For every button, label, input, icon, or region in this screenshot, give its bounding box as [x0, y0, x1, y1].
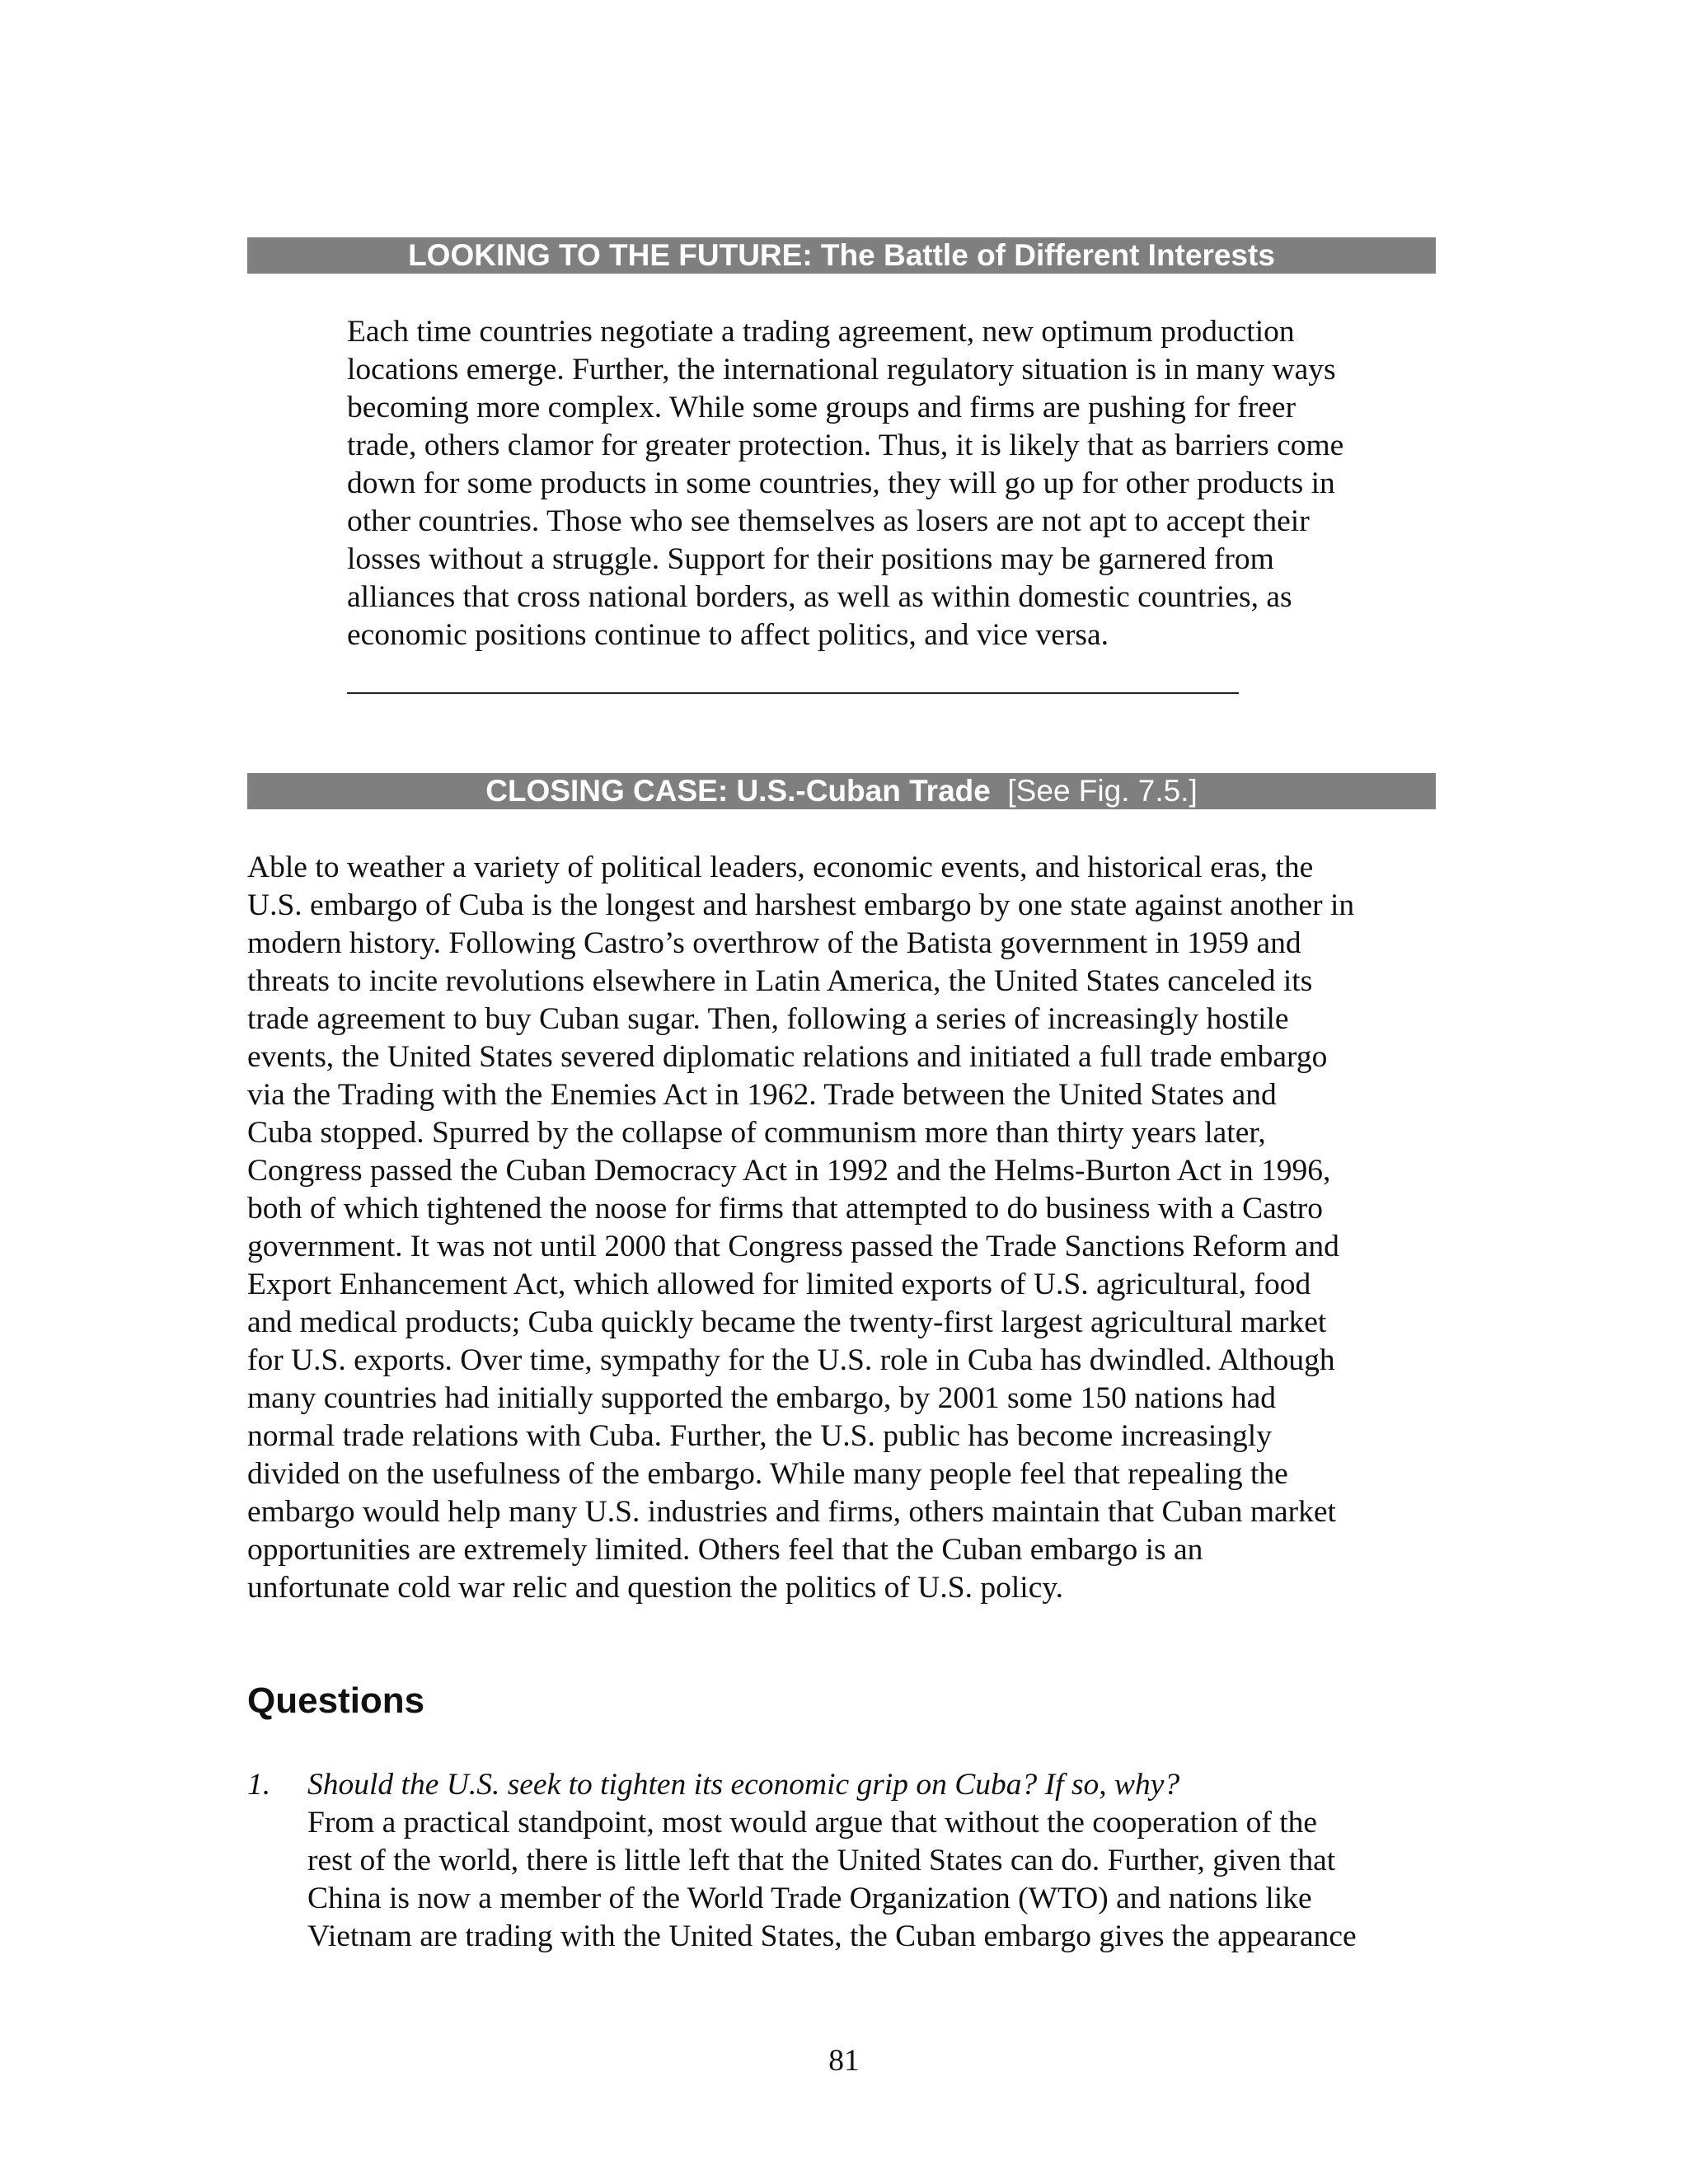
text-line: for U.S. exports. Over time, sympathy for the U.S. role in Cuba has dwindled. Although: [247, 1343, 1335, 1377]
section-divider: [347, 692, 1239, 694]
text-line: other countries. Those who see themselves as losers are not apt to accept their: [347, 504, 1310, 538]
text-line: via the Trading with the Enemies Act in 1962. Trade between the United States and: [247, 1078, 1277, 1112]
text-line: divided on the usefulness of the embargo. While many people feel that repealing the: [247, 1457, 1288, 1491]
section-banner-closing-case: [247, 773, 1436, 809]
answer-line: From a practical standpoint, most would argue that without the cooperation of the: [307, 1806, 1318, 1840]
text-line: U.S. embargo of Cuba is the longest and harshest embargo by one state against another in: [247, 888, 1355, 922]
text-line: unfortunate cold war relic and question the politics of U.S. policy.: [247, 1571, 1064, 1605]
text-line: economic positions continue to affect politics, and vice versa.: [347, 618, 1109, 652]
text-line: losses without a struggle. Support for their positions may be garnered from: [347, 542, 1274, 576]
text-line: events, the United States severed diplomatic relations and initiated a full trade embargo: [247, 1040, 1328, 1074]
answer-line: rest of the world, there is little left that the United States can do. Further, given that: [307, 1844, 1336, 1877]
section-banner-looking-to-the-future: [247, 237, 1436, 274]
text-line: alliances that cross national borders, as well as within domestic countries, as: [347, 580, 1292, 614]
figure-reference: [999, 774, 1198, 808]
text-line: trade, others clamor for greater protection. Thus, it is likely that as barriers come: [347, 429, 1344, 462]
questions-heading: Questions: [247, 1680, 425, 1721]
text-line: both of which tightened the noose for firms that attempted to do business with a Castro: [247, 1192, 1323, 1226]
text-line: Cuba stopped. Spurred by the collapse of communism more than thirty years later,: [247, 1116, 1266, 1150]
text-line: normal trade relations with Cuba. Further, the U.S. public has become increasingly: [247, 1419, 1272, 1453]
text-line: trade agreement to buy Cuban sugar. Then, following a series of increasingly hostile: [247, 1002, 1289, 1036]
text-line: embargo would help many U.S. industries and firms, others maintain that Cuban market: [247, 1495, 1336, 1529]
text-line: Each time countries negotiate a trading agreement, new optimum production: [347, 315, 1295, 349]
text-line: modern history. Following Castro’s overthrow of the Batista government in 1959 and: [247, 926, 1301, 960]
question-number: 1.: [247, 1768, 271, 1802]
future-paragraph: [347, 313, 1443, 654]
text-line: opportunities are extremely limited. Others feel that the Cuban embargo is an: [247, 1533, 1203, 1567]
section-title: CLOSING CASE: U.S.-Cuban Trade: [485, 774, 991, 808]
text-line: becoming more complex. While some groups and firms are pushing for freer: [347, 391, 1296, 424]
question-body: [307, 1766, 1445, 1956]
page-number: 81: [828, 2044, 860, 2078]
text-line: Able to weather a variety of political leaders, economic events, and historical eras, the: [247, 851, 1314, 884]
text-line: government. It was not until 2000 that Congress passed the Trade Sanctions Reform and: [247, 1230, 1339, 1263]
answer-line: Vietnam are trading with the United States, the Cuban embargo gives the appearance: [307, 1919, 1357, 1953]
text-line: threats to incite revolutions elsewhere in Latin America, the United States canceled its: [247, 964, 1313, 998]
question-text: Should the U.S. seek to tighten its economic grip on Cuba? If so, why?: [307, 1768, 1180, 1802]
figure-reference-text: [See Fig. 7.5.]: [1007, 774, 1198, 808]
section-title: LOOKING TO THE FUTURE: The Battle of Different Interests: [408, 238, 1275, 272]
closing-case-paragraph: [247, 849, 1442, 1607]
text-line: and medical products; Cuba quickly became the twenty-first largest agricultural market: [247, 1305, 1327, 1339]
text-line: locations emerge. Further, the international regulatory situation is in many ways: [347, 353, 1336, 387]
text-line: many countries had initially supported the embargo, by 2001 some 150 nations had: [247, 1381, 1277, 1415]
answer-line: China is now a member of the World Trade Organization (WTO) and nations like: [307, 1882, 1312, 1915]
text-line: Export Enhancement Act, which allowed for limited exports of U.S. agricultural, food: [247, 1268, 1311, 1301]
text-line: down for some products in some countries, they will go up for other products in: [347, 466, 1335, 500]
text-line: Congress passed the Cuban Democracy Act in 1992 and the Helms-Burton Act in 1996,: [247, 1154, 1331, 1188]
